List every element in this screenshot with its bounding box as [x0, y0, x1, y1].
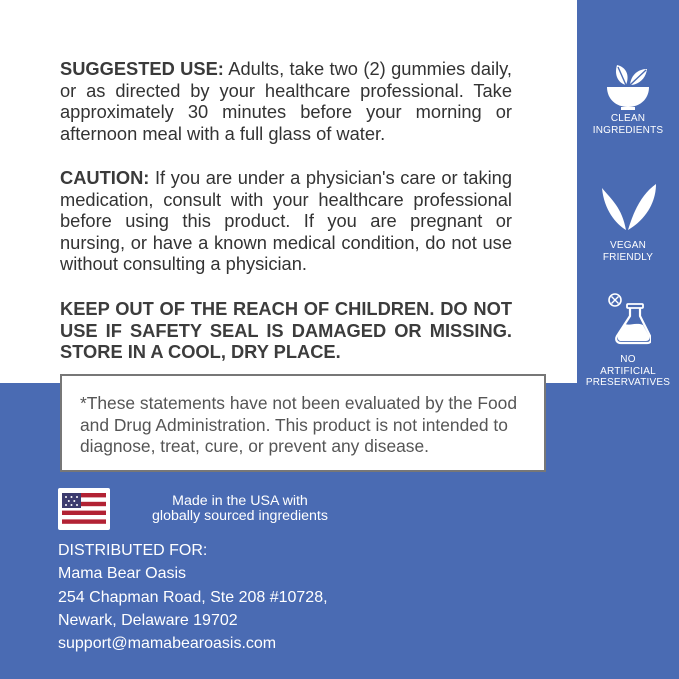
- caution-heading: CAUTION:: [60, 167, 150, 188]
- made-in-usa-text: [120, 494, 360, 524]
- suggested-use-text: Adults, take two (2) gummies daily, or as directed by your healthcare professional. Take approximately 30 minutes before your morning or afternoon meal with a full glass of water.: [60, 58, 512, 144]
- bowl-leaf-icon: [601, 55, 655, 113]
- vegan-leaf-icon: [598, 180, 658, 234]
- usa-flag-icon: [58, 488, 110, 530]
- caution-paragraph: [60, 167, 512, 275]
- badge-label-line3: PRESERVATIVES: [585, 377, 671, 388]
- made-in-line2: globally sourced ingredients: [152, 508, 328, 524]
- badge-label-line2: INGREDIENTS: [592, 124, 664, 136]
- warning-text: KEEP OUT OF THE REACH OF CHILDREN. DO NOT USE IF SAFETY SEAL IS DAMAGED OR MISSING. STORE IN A COOL, DRY PLACE.: [60, 298, 512, 362]
- distributor-block: [58, 539, 328, 655]
- badge-vegan-friendly: [585, 180, 671, 263]
- badge-label-line2: ARTIFICIAL: [600, 365, 656, 377]
- disclaimer-text: *These statements have not been evaluated by the Food and Drug Administration. This product is not intended to diagnose, treat, cure, or prevent any disease.: [80, 393, 517, 456]
- made-in-line1: Made in the USA with: [172, 493, 308, 509]
- badge-label-line2: FRIENDLY: [602, 251, 654, 263]
- badge-no-preservatives: [585, 292, 671, 389]
- disclaimer-box: [60, 374, 546, 472]
- suggested-use-paragraph: [60, 58, 512, 144]
- badge-label-line1: CLEAN: [610, 113, 646, 124]
- distributor-address-line2: Newark, Delaware 19702: [58, 611, 238, 629]
- distributor-name: Mama Bear Oasis: [58, 565, 187, 583]
- badge-label-line1: VEGAN: [609, 240, 646, 251]
- caution-text: If you are under a physician's care or taking medication, consult with your healthcare professional before using this product. If you are pregnant or nursing, or have a known medical condition, do not use without consulting a physician.: [60, 167, 512, 274]
- distributor-heading: DISTRIBUTED FOR:: [58, 542, 208, 559]
- badge-clean-ingredients: [585, 55, 671, 136]
- distributor-address-line1: 254 Chapman Road, Ste 208 #10728,: [58, 588, 328, 606]
- flask-no-icon: [605, 292, 651, 346]
- distributor-email: support@mamabearoasis.com: [58, 635, 277, 653]
- badge-label-line1: NO: [620, 354, 636, 365]
- suggested-use-heading: SUGGESTED USE:: [60, 58, 224, 79]
